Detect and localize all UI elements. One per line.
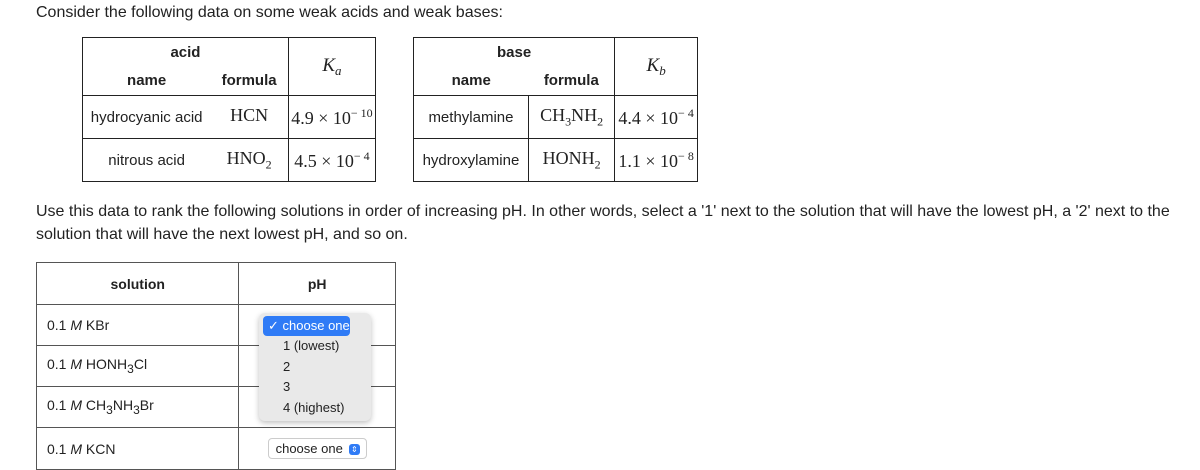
ka-header: $K_a$ xyxy=(288,38,375,96)
acid-row-name: nitrous acid xyxy=(83,139,211,182)
solution-label: 0.1 M $CH_3NH_3Br$ xyxy=(37,387,239,428)
acid-table xyxy=(82,37,376,182)
solution-label: 0.1 M KCN xyxy=(37,428,239,470)
ph-dropdown-menu xyxy=(259,313,371,421)
acid-row-ka: $4.5 \times 10^{- 4}$ xyxy=(288,139,375,182)
check-icon: ✓ xyxy=(268,318,279,333)
base-row-name: methylamine xyxy=(414,96,529,139)
ph-cell xyxy=(239,428,396,470)
kb-header: $K_b$ xyxy=(615,38,698,96)
base-table xyxy=(413,37,698,182)
acid-name-header: name xyxy=(83,67,211,96)
acid-row-name: hydrocyanic acid xyxy=(83,96,211,139)
dropdown-option[interactable]: 3 xyxy=(283,379,291,394)
intro-text: Consider the following data on some weak acids and weak bases: xyxy=(36,4,503,21)
solution-label: 0.1 M $HONH_3Cl$ xyxy=(37,346,239,387)
acid-group-header: acid xyxy=(83,38,289,67)
base-name-header: name xyxy=(414,67,529,96)
acid-row-formula: $HNO_2$ xyxy=(210,139,288,182)
chevron-updown-icon: ⇕ xyxy=(349,444,360,455)
acid-row-formula: HCN xyxy=(210,96,288,139)
base-row-formula: $HONH_2$ xyxy=(528,139,614,182)
base-formula-header: formula xyxy=(528,67,614,96)
dropdown-option[interactable]: 4 (highest) xyxy=(283,400,345,415)
dropdown-option[interactable]: 1 (lowest) xyxy=(283,338,340,353)
base-row-name: hydroxylamine xyxy=(414,139,529,182)
acid-formula-header: formula xyxy=(210,67,288,96)
solution-header: solution xyxy=(37,263,239,305)
dropdown-option[interactable]: 2 xyxy=(283,359,291,374)
dropdown-option[interactable]: ✓ choose one xyxy=(263,316,350,336)
base-row-kb: $4.4 \times 10^{- 4}$ xyxy=(615,96,698,139)
acid-row-ka: $4.9 \times 10^{- 10}$ xyxy=(288,96,375,139)
base-group-header: base xyxy=(414,38,615,67)
instructions-text: Use this data to rank the following solutions in order of increasing pH. In other words, select a '1' next to the solution that will have the lowest pH, a '2' next to the solution that will have the next lowest pH, and so on. xyxy=(36,203,1170,243)
base-row-kb: $1.1 \times 10^{- 8}$ xyxy=(615,139,698,182)
base-row-formula: $CH_3NH_2$ xyxy=(528,96,614,139)
solution-label: 0.1 M KBr xyxy=(37,305,239,346)
ph-header: pH xyxy=(239,263,396,305)
ph-select[interactable]: choose one ⇕ xyxy=(268,438,367,459)
